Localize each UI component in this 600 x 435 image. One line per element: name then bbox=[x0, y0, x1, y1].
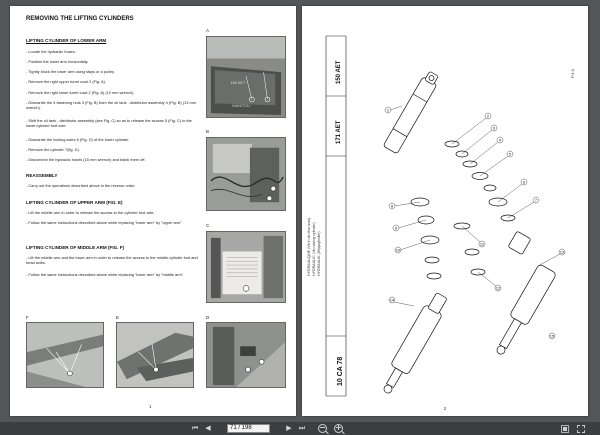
fullscreen-glyph bbox=[577, 425, 585, 433]
step-text: - Tightly block the lower arm using stays or a pulley. bbox=[26, 69, 115, 74]
figure-d-drawing bbox=[207, 323, 285, 387]
svg-text:MANITOU: MANITOU bbox=[232, 103, 251, 109]
page-title: REMOVING THE LIFTING CYLINDERS bbox=[26, 16, 134, 22]
step-text: - Lift the middle arm and the lower arm in order to release the access to the middle cylinder foot and head axles. bbox=[26, 255, 198, 266]
callout-number: 8 bbox=[390, 203, 394, 209]
fit-page-icon[interactable] bbox=[560, 423, 570, 434]
reference-code: P.4.0 bbox=[570, 69, 575, 78]
step-text: - Follow the same instructions described above while replacing "lower arm" by "upper arm". bbox=[26, 220, 183, 225]
callout-number: 12 bbox=[495, 285, 501, 291]
step-text: - Shift the oil tank - distributor assembly (see Fig. C) so as to release the access 5 (Fig. C) to the lower cylinder foot axle. bbox=[26, 118, 192, 129]
figure-e-photo bbox=[116, 322, 194, 388]
figure-f-photo bbox=[26, 322, 104, 388]
section-reassembly-heading: REASSEMBLY bbox=[26, 173, 58, 178]
first-page-button[interactable]: ⏮ bbox=[191, 425, 199, 432]
callout-number: 4 bbox=[498, 137, 502, 143]
callout-number: 10 bbox=[395, 247, 401, 253]
section-upper-arm-heading: LIFTING CYLINDER OF UPPER ARM (FIG. E) bbox=[26, 200, 123, 205]
step-text: - Dismantle the 4 fastening nuts 3 (Fig. B) from the oil tank - distributor assembly 4 (Fig. B) (13 mm wrench). bbox=[26, 100, 196, 111]
model-label-10ca78: 10 CA 78 bbox=[337, 356, 344, 386]
callout-number: 2 bbox=[486, 113, 490, 119]
document-page-2 bbox=[302, 6, 588, 416]
figure-c-photo bbox=[206, 231, 286, 303]
zoom-in-icon[interactable] bbox=[334, 424, 343, 433]
step-text: - Disconnect the hydraulic hoses (15 mm wrench) and blank them off. bbox=[26, 157, 146, 162]
step-text: - Lift the middle arm in order to release the access to the cylinder foot axle. bbox=[26, 210, 155, 215]
svg-text:150 AET: 150 AET bbox=[230, 79, 246, 85]
step-text: - Locate the hydraulic hoses. bbox=[26, 49, 76, 54]
figure-c-drawing bbox=[207, 232, 285, 302]
section-lower-arm-heading: LIFTING CYLINDER OF LOWER ARM bbox=[26, 38, 107, 43]
section-middle-arm-heading: LIFTING CYLINDER OF MIDDLE ARM (FIG. F) bbox=[26, 245, 125, 250]
figure-label-f: F bbox=[26, 315, 29, 320]
callout-number: 6 bbox=[522, 179, 526, 185]
table-desc-en: HYDRAULIC (Jib raising cylinder) bbox=[312, 222, 316, 276]
exploded-view-drawing bbox=[302, 6, 588, 416]
figure-e-drawing bbox=[117, 323, 193, 387]
figure-label-d: D bbox=[206, 315, 210, 320]
figure-f-drawing bbox=[27, 323, 103, 387]
callout-number: 1 bbox=[386, 107, 390, 113]
page-number: 1 bbox=[149, 404, 152, 409]
callout-number: 9 bbox=[394, 225, 398, 231]
figure-label-e: E bbox=[116, 315, 120, 320]
callout-number: 15 bbox=[549, 333, 555, 339]
zoom-out-icon[interactable] bbox=[318, 424, 327, 433]
callout-number: 14 bbox=[389, 297, 395, 303]
figure-d-photo bbox=[206, 322, 286, 388]
step-text: - Dismantle the locking axles 6 (Fig. D) of the lower cylinder. bbox=[26, 137, 130, 142]
viewer-toolbar bbox=[0, 422, 600, 435]
figure-label-c: C bbox=[206, 223, 210, 228]
callout-number: 13 bbox=[559, 249, 565, 255]
step-text: - Remove the right lower turret cowl 2 (Fig. A) (10 mm wrench). bbox=[26, 90, 135, 95]
callout-number: 3 bbox=[492, 125, 496, 131]
table-desc-fr: HYDRAULIQUE (Vérin de lève bras) bbox=[307, 217, 311, 276]
page-number: 2 bbox=[443, 406, 447, 411]
fullscreen-icon[interactable] bbox=[576, 423, 586, 434]
figure-label-b: B bbox=[206, 129, 210, 134]
figure-b-drawing bbox=[207, 138, 285, 210]
prev-page-button[interactable]: ◀ bbox=[205, 425, 211, 432]
step-text: - Carry out the operations described above in the reverse order. bbox=[26, 183, 136, 188]
model-label-171aet: 171 AET bbox=[336, 120, 342, 144]
callout-number: 7 bbox=[534, 197, 538, 203]
last-page-button[interactable]: ⏭ bbox=[298, 425, 306, 432]
page-number-input[interactable]: 71 / 198 bbox=[227, 424, 270, 433]
fit-page-glyph bbox=[561, 425, 569, 433]
figure-label-a: A bbox=[206, 28, 210, 33]
step-text: - Follow the same instructions described above while replacing "lower arm" by "middle arm". bbox=[26, 272, 185, 277]
callout-number: 5 bbox=[508, 151, 512, 157]
model-label-150aet: 150 AET bbox=[336, 60, 342, 84]
document-page-1 bbox=[10, 6, 296, 416]
figure-b-photo bbox=[206, 137, 286, 211]
step-text: - Remove the cylinder 7(fig. D). bbox=[26, 147, 80, 152]
table-desc-de: HYDRAULIK (Wippzylinder) bbox=[317, 231, 321, 276]
step-text: - Position the lower arm horizontally. bbox=[26, 59, 89, 64]
next-page-button[interactable]: ▶ bbox=[286, 425, 292, 432]
figure-a-drawing bbox=[207, 37, 285, 117]
step-text: - Remove the right upper turret cowl 2 (Fig. A). bbox=[26, 79, 107, 84]
figure-a-photo bbox=[206, 36, 286, 118]
callout-number: 11 bbox=[479, 241, 485, 247]
